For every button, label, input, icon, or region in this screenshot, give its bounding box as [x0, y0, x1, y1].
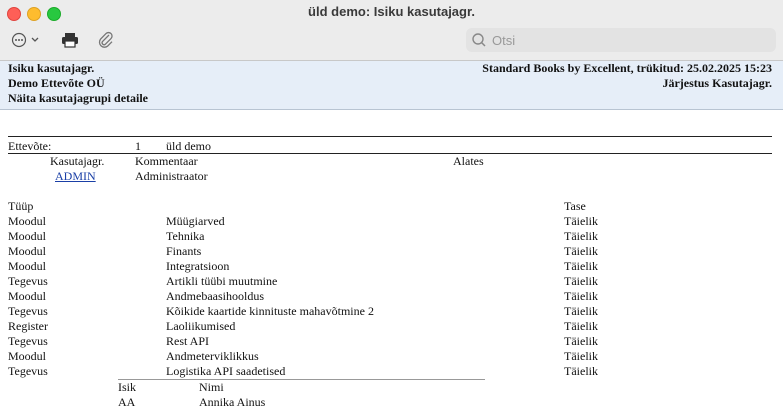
permission-type: Moodul	[8, 349, 47, 363]
group-comment: Administraator	[135, 169, 208, 183]
divider	[118, 379, 485, 380]
person-code: AA	[118, 395, 136, 409]
permission-name: Logistika API saadetised	[166, 364, 286, 378]
report-header	[0, 61, 783, 110]
printer-icon	[59, 30, 81, 50]
permission-name: Andmebaasihooldus	[166, 289, 264, 303]
permission-level: Täielik	[564, 364, 598, 378]
person-col-header: Isik	[118, 380, 136, 394]
search-input[interactable]	[492, 33, 762, 48]
search-icon	[466, 30, 488, 50]
permission-level: Täielik	[564, 229, 598, 243]
permission-name: Andmeterviklikkus	[166, 349, 259, 363]
type-col-header: Tüüp	[8, 199, 34, 213]
attach-button[interactable]	[96, 30, 116, 50]
comment-col-header: Kommentaar	[135, 154, 198, 168]
permission-level: Täielik	[564, 304, 598, 318]
window-titlebar	[0, 0, 783, 61]
permission-level: Täielik	[564, 244, 598, 258]
company-name: Demo Ettevõte OÜ	[8, 76, 105, 90]
permission-level: Täielik	[564, 319, 598, 333]
ellipsis-circle-icon	[10, 30, 46, 50]
permission-type: Tegevus	[8, 364, 48, 378]
permission-name: Laoliikumised	[166, 319, 236, 333]
window-title: üld demo: Isiku kasutajagr.	[308, 4, 475, 19]
report-option: Näita kasutajagrupi detaile	[8, 91, 149, 105]
report-name: Isiku kasutajagr.	[8, 61, 95, 75]
name-col-header: Nimi	[199, 380, 224, 394]
company-label: Ettevõte:	[8, 139, 52, 153]
permission-level: Täielik	[564, 289, 598, 303]
sort-order: Järjestus Kasutajagr.	[662, 76, 772, 90]
permission-name: Tehnika	[166, 229, 205, 243]
permission-name: Müügiarved	[166, 214, 225, 228]
search-field[interactable]	[466, 28, 776, 52]
permission-type: Moodul	[8, 289, 47, 303]
company-value: üld demo	[166, 139, 211, 153]
printed-info: Standard Books by Excellent, trükitud: 25.02.2025 15:23	[482, 61, 772, 75]
permission-name: Artikli tüübi muutmine	[166, 274, 278, 288]
permission-name: Integratsioon	[166, 259, 230, 273]
person-name: Annika Ainus	[199, 395, 266, 409]
since-col-header: Alates	[453, 154, 484, 168]
more-actions-button[interactable]	[10, 30, 46, 50]
permission-type: Moodul	[8, 229, 47, 243]
permission-level: Täielik	[564, 274, 598, 288]
permission-type: Tegevus	[8, 334, 48, 348]
permission-type: Moodul	[8, 244, 47, 258]
divider	[8, 153, 772, 154]
permission-type: Register	[8, 319, 48, 333]
print-button[interactable]	[59, 30, 81, 50]
permission-level: Täielik	[564, 214, 598, 228]
company-number: 1	[135, 139, 141, 153]
permission-name: Kõikide kaartide kinnituste mahavõtmine 2	[166, 304, 374, 318]
permission-type: Tegevus	[8, 274, 48, 288]
paperclip-icon	[96, 30, 116, 50]
group-col-header: Kasutajagr.	[50, 154, 105, 168]
permission-name: Finants	[166, 244, 202, 258]
permission-type: Moodul	[8, 259, 47, 273]
permission-level: Täielik	[564, 259, 598, 273]
permission-level: Täielik	[564, 349, 598, 363]
permission-type: Moodul	[8, 214, 47, 228]
group-link[interactable]: ADMIN	[55, 169, 96, 183]
level-col-header: Tase	[564, 199, 586, 213]
permission-level: Täielik	[564, 334, 598, 348]
divider	[8, 136, 772, 137]
permission-name: Rest API	[166, 334, 210, 348]
permission-type: Tegevus	[8, 304, 48, 318]
